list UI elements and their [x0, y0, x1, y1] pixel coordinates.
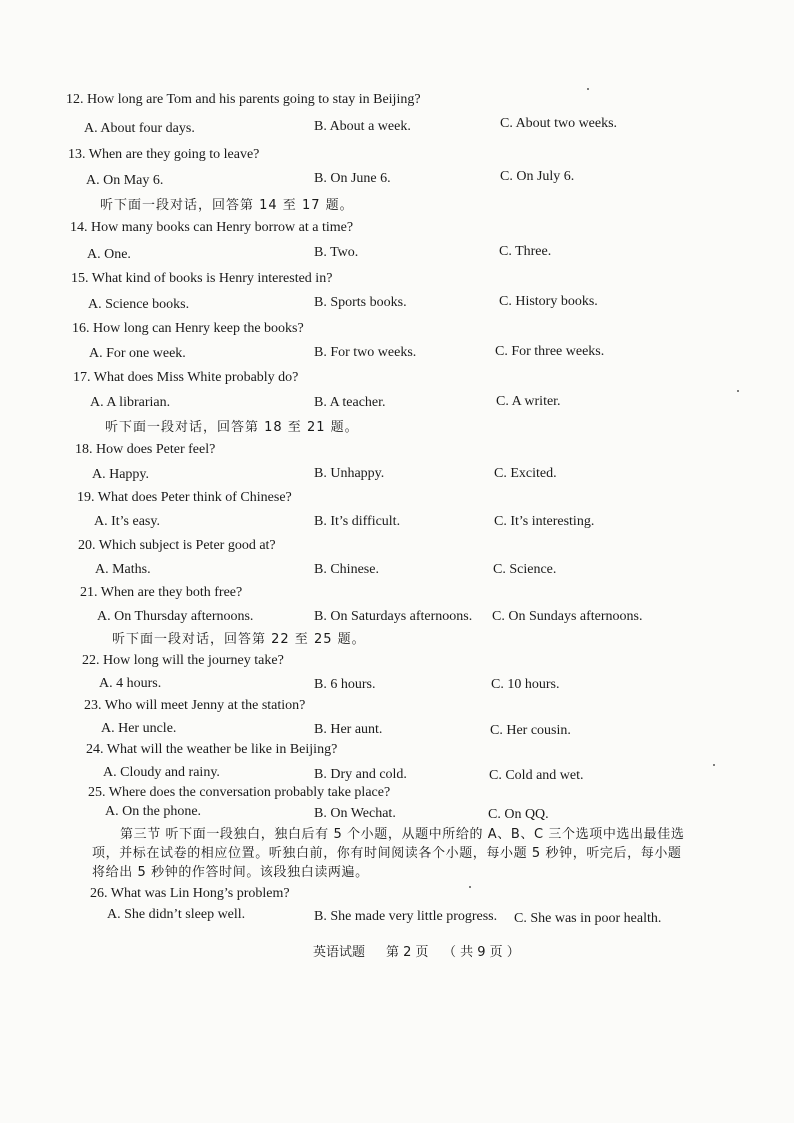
- scan-speck: [713, 764, 715, 766]
- question-22: 22. How long will the journey take?: [82, 653, 284, 668]
- question-22-option-c: C. 10 hours.: [491, 677, 560, 692]
- question-12-option-b: B. About a week.: [314, 119, 411, 134]
- question-18-option-b: B. Unhappy.: [314, 466, 385, 481]
- question-19-option-b: B. It’s difficult.: [314, 514, 401, 529]
- question-13-option-c: C. On July 6.: [500, 169, 575, 184]
- section-3-line-1: 第三节 听下面一段独白，独白后有 5 个小题，从题中所给的 A、B、C 三个选项中选出最佳选: [120, 827, 685, 842]
- question-23: 23. Who will meet Jenny at the station?: [84, 698, 306, 713]
- question-20: 20. Which subject is Peter good at?: [78, 538, 276, 553]
- question-22-option-a: A. 4 hours.: [99, 676, 162, 691]
- question-14: 14. How many books can Henry borrow at a time?: [70, 220, 354, 235]
- question-21-option-c: C. On Sundays afternoons.: [492, 609, 643, 624]
- question-23-option-c: C. Her cousin.: [490, 723, 571, 738]
- question-17-option-c: C. A writer.: [496, 394, 561, 409]
- question-19-option-c: C. It’s interesting.: [494, 514, 595, 529]
- question-21-option-a: A. On Thursday afternoons.: [97, 609, 254, 624]
- question-24-option-c: C. Cold and wet.: [489, 768, 584, 783]
- question-20-option-b: B. Chinese.: [314, 562, 379, 577]
- section-3-line-2: 项，并标在试卷的相应位置。听独白前，你有时间阅读各个小题，每小题 5 秒钟，听完后，每小题: [92, 846, 682, 861]
- question-18: 18. How does Peter feel?: [75, 442, 216, 457]
- question-17-option-a: A. A librarian.: [90, 395, 171, 410]
- question-18-option-c: C. Excited.: [494, 466, 557, 481]
- question-24-option-a: A. Cloudy and rainy.: [103, 765, 220, 780]
- question-14-option-c: C. Three.: [499, 244, 552, 259]
- question-23-option-a: A. Her uncle.: [101, 721, 177, 736]
- question-12: 12. How long are Tom and his parents going to stay in Beijing?: [66, 92, 421, 107]
- question-15: 15. What kind of books is Henry interested in?: [71, 271, 333, 286]
- question-21-option-b: B. On Saturdays afternoons.: [314, 609, 473, 624]
- question-25-option-c: C. On QQ.: [488, 807, 549, 822]
- instruction-14-17: 听下面一段对话，回答第 14 至 17 题。: [100, 198, 354, 213]
- footer-subject: 英语试题: [313, 945, 366, 960]
- question-13-option-a: A. On May 6.: [86, 173, 164, 188]
- question-17-option-b: B. A teacher.: [314, 395, 386, 410]
- question-16-option-c: C. For three weeks.: [495, 344, 605, 359]
- question-14-option-a: A. One.: [87, 247, 131, 262]
- question-26-option-b: B. She made very little progress.: [314, 909, 498, 924]
- question-17: 17. What does Miss White probably do?: [73, 370, 299, 385]
- scan-speck: [469, 886, 471, 888]
- question-13: 13. When are they going to leave?: [68, 147, 260, 162]
- question-15-option-b: B. Sports books.: [314, 295, 407, 310]
- question-16: 16. How long can Henry keep the books?: [72, 321, 304, 336]
- question-12-option-c: C. About two weeks.: [500, 116, 618, 131]
- question-16-option-a: A. For one week.: [89, 346, 186, 361]
- scan-speck: [737, 390, 739, 392]
- question-23-option-b: B. Her aunt.: [314, 722, 383, 737]
- question-12-option-a: A. About four days.: [84, 121, 195, 136]
- question-14-option-b: B. Two.: [314, 245, 359, 260]
- question-25-option-b: B. On Wechat.: [314, 806, 396, 821]
- question-26-option-a: A. She didn’t sleep well.: [107, 907, 246, 922]
- question-19-option-a: A. It’s easy.: [94, 514, 160, 529]
- instruction-22-25: 听下面一段对话，回答第 22 至 25 题。: [112, 632, 366, 647]
- question-15-option-a: A. Science books.: [88, 297, 190, 312]
- footer-page-number: 第 2 页: [386, 945, 429, 960]
- question-15-option-c: C. History books.: [499, 294, 598, 309]
- question-25-option-a: A. On the phone.: [105, 804, 202, 819]
- question-26-option-c: C. She was in poor health.: [514, 911, 662, 926]
- question-26: 26. What was Lin Hong’s problem?: [90, 886, 290, 901]
- question-24: 24. What will the weather be like in Beijing?: [86, 742, 338, 757]
- question-19: 19. What does Peter think of Chinese?: [77, 490, 292, 505]
- question-16-option-b: B. For two weeks.: [314, 345, 417, 360]
- scan-speck: [587, 88, 589, 90]
- question-22-option-b: B. 6 hours.: [314, 677, 376, 692]
- question-13-option-b: B. On June 6.: [314, 171, 391, 186]
- question-21: 21. When are they both free?: [80, 585, 243, 600]
- question-20-option-c: C. Science.: [493, 562, 557, 577]
- section-3-line-3: 将给出 5 秒钟的作答时间。该段独白读两遍。: [92, 865, 369, 880]
- instruction-18-21: 听下面一段对话，回答第 18 至 21 题。: [105, 420, 359, 435]
- question-24-option-b: B. Dry and cold.: [314, 767, 407, 782]
- question-25: 25. Where does the conversation probably take place?: [88, 785, 391, 800]
- footer-total-pages: （ 共 9 页 ）: [443, 945, 520, 960]
- question-20-option-a: A. Maths.: [95, 562, 151, 577]
- question-18-option-a: A. Happy.: [92, 467, 150, 482]
